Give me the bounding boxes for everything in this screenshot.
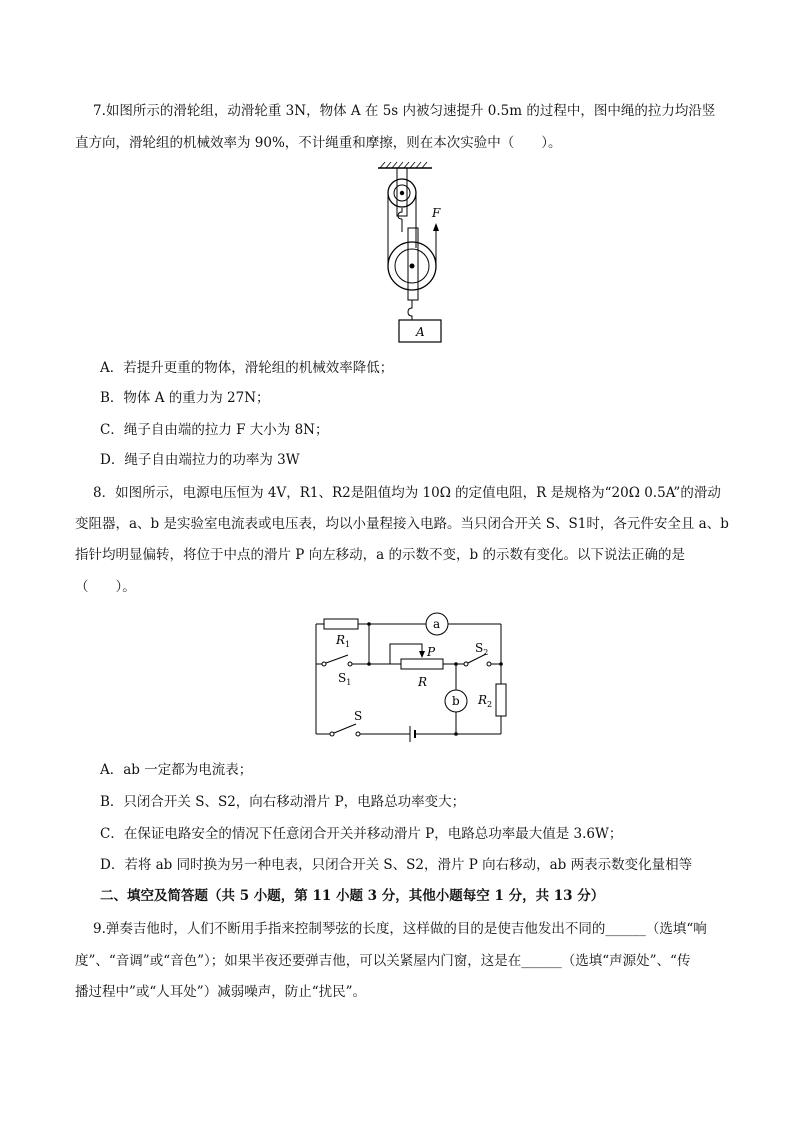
q8-stem-line-3: 指针均明显偏转，将位于中点的滑片 P 向左移动，a 的示数不变，b 的示数有变化。以下说法正确的是 bbox=[75, 547, 685, 563]
q7-option-d: D．绳子自由端拉力的功率为 3W bbox=[100, 452, 300, 468]
q8-option-c: C．在保证电路安全的情况下任意闭合开关并移动滑片 P，电路总功率最大值是 3.6W； bbox=[100, 826, 623, 842]
rheostat-R bbox=[401, 659, 443, 669]
label-P: P bbox=[427, 645, 436, 659]
q8-option-b: B．只闭合开关 S、S2，向右移动滑片 P，电路总功率变大； bbox=[100, 794, 466, 810]
block-label-A: A bbox=[416, 325, 425, 339]
ceiling-hatch bbox=[380, 162, 427, 168]
label-S: S bbox=[354, 709, 363, 723]
resistor-R1 bbox=[324, 619, 358, 629]
force-arrow-icon bbox=[433, 223, 439, 231]
force-label-F: F bbox=[432, 206, 441, 220]
resistor-R2 bbox=[496, 684, 506, 716]
slider-wire bbox=[390, 644, 422, 664]
slider-P-arrow-icon bbox=[419, 651, 425, 658]
label-S1: $S_1$ bbox=[338, 671, 352, 687]
section-2-heading: 二、填空及简答题（共 5 小题，第 11 小题 3 分，其他小题每空 1 分，共 13 分） bbox=[100, 888, 605, 904]
q8-stem-line-1: 8．如图所示，电源电压恒为 4V，R1、R2是阻值均为 10Ω 的定值电阻，R 是规格为“20Ω 0.5A”的滑动 bbox=[93, 485, 721, 501]
q7-option-a: A．若提升更重的物体，滑轮组的机械效率降低； bbox=[100, 360, 394, 376]
label-S2: $S_2$ bbox=[475, 641, 489, 657]
label-R2: $R_2$ bbox=[478, 693, 493, 709]
q9-line-3: 播过程中”或“人耳处”）减弱噪声，防止“扰民”。 bbox=[75, 984, 367, 1000]
q7-stem-line-2: 直方向，滑轮组的机械效率为 90%，不计绳重和摩擦，则在本次实验中（ ）。 bbox=[75, 135, 562, 151]
svg-text:b: b bbox=[452, 694, 460, 708]
q7-option-b: B．物体 A 的重力为 27N； bbox=[100, 390, 270, 406]
q8-option-a: A．ab 一定都为电流表； bbox=[100, 762, 253, 778]
q8-stem-line-2: 变阻器，a、b 是实验室电流表或电压表，均以小量程接入电路。当只闭合开关 S、S1时，各元件安全且 a、b bbox=[75, 516, 729, 532]
svg-text:a: a bbox=[433, 617, 441, 631]
movable-pulley-hook bbox=[408, 300, 412, 320]
q8-stem-line-4: （ ）。 bbox=[75, 579, 136, 595]
switch-S1 bbox=[326, 655, 348, 663]
q9-line-2: 度”、“音调”或“音色”）；如果半夜还要弹吉他，可以关紧屋内门窗，这是在______（选填“声源处”、“传 bbox=[75, 953, 691, 969]
q9-line-1: 9.弹奏吉他时，人们不断用手指来控制琴弦的长度，这样做的目的是使吉他发出不同的______（选填“响 bbox=[93, 921, 707, 937]
q7-option-c: C．绳子自由端的拉力 F 大小为 8N； bbox=[100, 422, 329, 438]
label-R1: $R_1$ bbox=[336, 633, 351, 649]
q7-stem-line-1: 7.如图所示的滑轮组，动滑轮重 3N，物体 A 在 5s 内被匀速提升 0.5m 的过程中，图中绳的拉力均沿竖 bbox=[93, 103, 716, 119]
circuit-diagram bbox=[300, 608, 520, 744]
label-R: R bbox=[418, 675, 428, 689]
switch-S bbox=[334, 724, 356, 733]
pulley-system-figure bbox=[370, 160, 460, 348]
q8-option-d: D．若将 ab 同时换为另一种电表，只闭合开关 S、S2，滑片 P 向右移动，ab 两表示数变化量相等 bbox=[100, 857, 693, 873]
fixed-pulley-hook bbox=[398, 208, 402, 219]
